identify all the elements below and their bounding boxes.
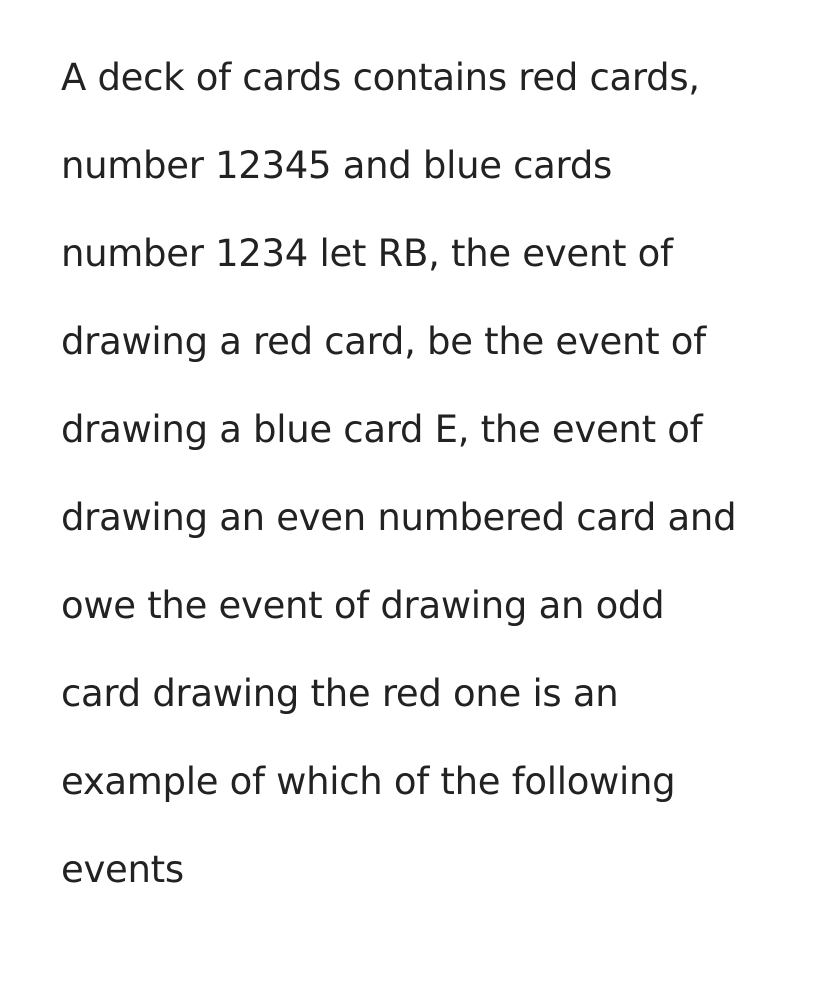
text-line-3: number 1234 let RB, the event of	[61, 232, 673, 275]
text-line-8: card drawing the red one is an	[61, 672, 619, 715]
text-line-2: number 12345 and blue cards	[61, 144, 612, 187]
text-line-5: drawing a blue card E, the event of	[61, 408, 703, 451]
text-line-9: example of which of the following	[61, 760, 676, 803]
text-line-7: owe the event of drawing an odd	[61, 584, 665, 627]
question-text	[61, 48, 821, 928]
text-line-6: drawing an even numbered card and	[61, 496, 737, 539]
text-line-10: events	[61, 848, 184, 891]
text-line-4: drawing a red card, be the event of	[61, 320, 706, 363]
text-line-1: A deck of cards contains red cards,	[61, 56, 700, 99]
